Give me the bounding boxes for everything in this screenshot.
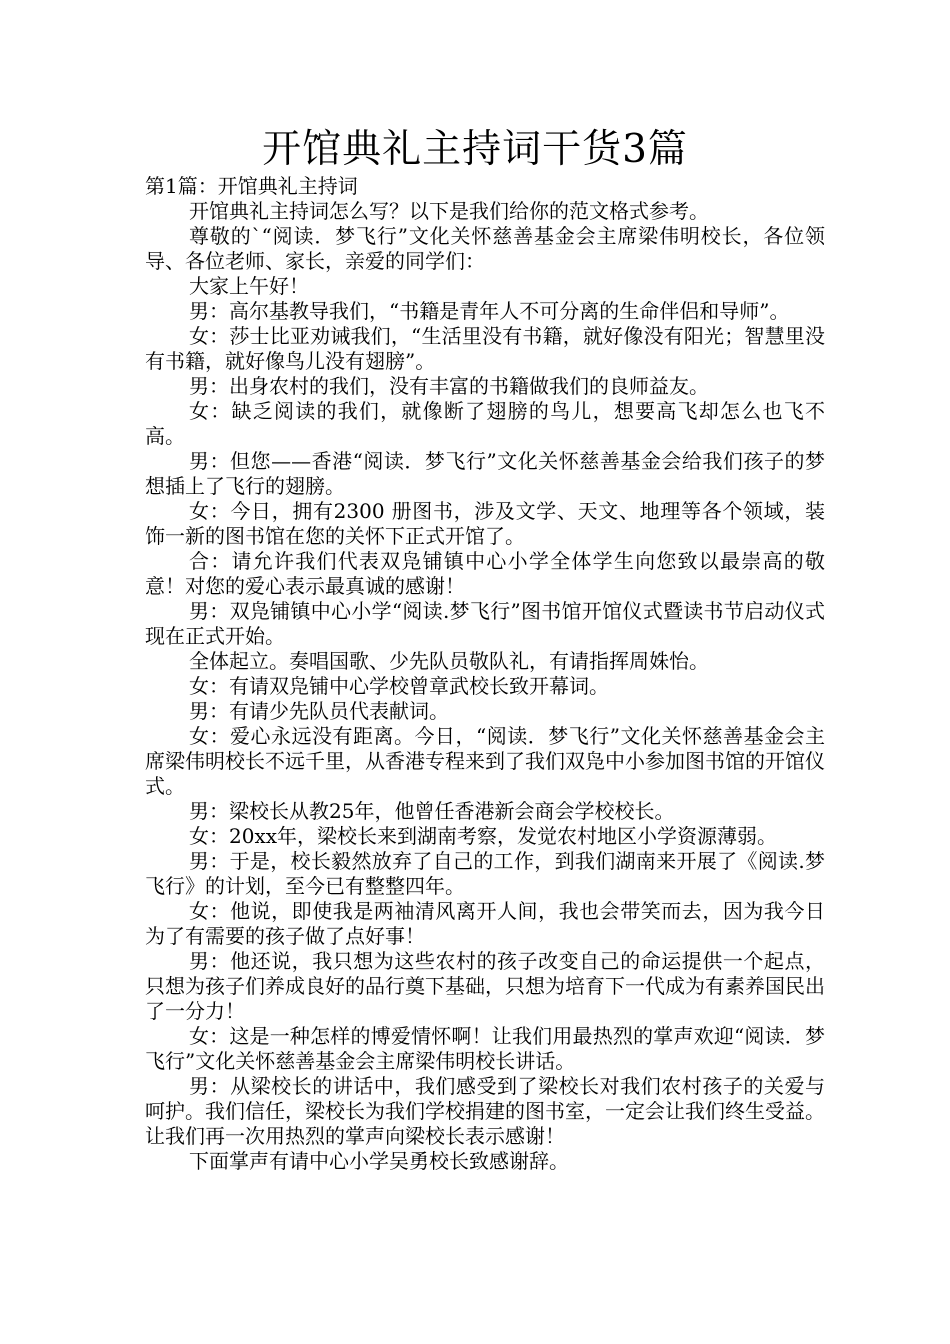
paragraph: 男：双凫铺镇中心小学“阅读.梦飞行”图书馆开馆仪式暨读书节启动仪式现在正式开始。 <box>145 599 825 648</box>
paragraph: 男：出身农村的我们，没有丰富的书籍做我们的良师益友。 <box>189 374 709 398</box>
paragraph: 女：他说，即使我是两袖清风离开人间，我也会带笑而去，因为我今日为了有需要的孩子做了点好事！ <box>145 899 825 948</box>
paragraph: 男：于是，校长毅然放弃了自己的工作，到我们湖南来开展了《阅读.梦飞行》的计划，至今已有整整四年。 <box>145 849 825 898</box>
paragraph: 男：梁校长从教25年，他曾任香港新会商会学校校长。 <box>189 799 675 823</box>
paragraph: 尊敬的`“阅读．梦飞行”文化关怀慈善基金会主席梁伟明校长，各位领导、各位老师、家长，亲爱的同学们： <box>145 224 825 273</box>
paragraph: 女：今日，拥有2300 册图书，涉及文学、天文、地理等各个领域，装饰一新的图书馆在您的关怀下正式开馆了。 <box>145 499 825 548</box>
paragraph: 男：从梁校长的讲话中，我们感受到了梁校长对我们农村孩子的关爱与呵护。我们信任，梁校长为我们学校捐建的图书室，一定会让我们终生受益。让我们再一次用热烈的掌声向梁校长表示感谢！ <box>145 1074 825 1148</box>
paragraph: 女：莎士比亚劝诫我们，“生活里没有书籍，就好像没有阳光；智慧里没有书籍，就好像鸟儿没有翅膀”。 <box>145 324 825 373</box>
paragraph: 开馆典礼主持词怎么写？以下是我们给你的范文格式参考。 <box>189 199 709 223</box>
paragraph: 大家上午好！ <box>189 274 309 298</box>
document-title: 开馆典礼主持词干货3篇 <box>262 127 688 172</box>
paragraph: 女：缺乏阅读的我们，就像断了翅膀的鸟儿，想要高飞却怎么也飞不高。 <box>145 399 825 448</box>
paragraph: 男：高尔基教导我们，“书籍是青年人不可分离的生命伴侣和导师”。 <box>189 299 790 323</box>
section-heading: 第1篇：开馆典礼主持词 <box>145 174 358 198</box>
paragraph: 全体起立。奏唱国歌、少先队员敬队礼，有请指挥周姝怡。 <box>189 649 709 673</box>
paragraph: 女：爱心永远没有距离。今日，“阅读．梦飞行”文化关怀慈善基金会主席梁伟明校长不远千里，从香港专程来到了我们双凫中小参加图书馆的开馆仪式。 <box>145 724 825 798</box>
paragraph: 女：这是一种怎样的博爱情怀啊！让我们用最热烈的掌声欢迎“阅读．梦飞行”文化关怀慈善基金会主席梁伟明校长讲话。 <box>145 1024 825 1073</box>
paragraph: 合：请允许我们代表双凫铺镇中心小学全体学生向您致以最崇高的敬意！对您的爱心表示最真诚的感谢！ <box>145 549 825 598</box>
paragraph: 女：有请双凫铺中心学校曾章武校长致开幕词。 <box>189 674 609 698</box>
document-body <box>145 174 825 1174</box>
paragraph: 男：但您——香港“阅读．梦飞行”文化关怀慈善基金会给我们孩子的梦想插上了飞行的翅膀。 <box>145 449 825 498</box>
paragraph: 女：20xx年，梁校长来到湖南考察，发觉农村地区小学资源薄弱。 <box>189 824 778 848</box>
paragraph: 男：有请少先队员代表献词。 <box>189 699 449 723</box>
paragraph-list <box>145 199 825 1174</box>
paragraph: 男：他还说，我只想为这些农村的孩子改变自己的命运提供一个起点，只想为孩子们养成良好的品行奠下基础，只想为培育下一代成为有素养国民出了一分力！ <box>145 949 825 1023</box>
paragraph: 下面掌声有请中心小学吴勇校长致感谢辞。 <box>189 1149 569 1173</box>
